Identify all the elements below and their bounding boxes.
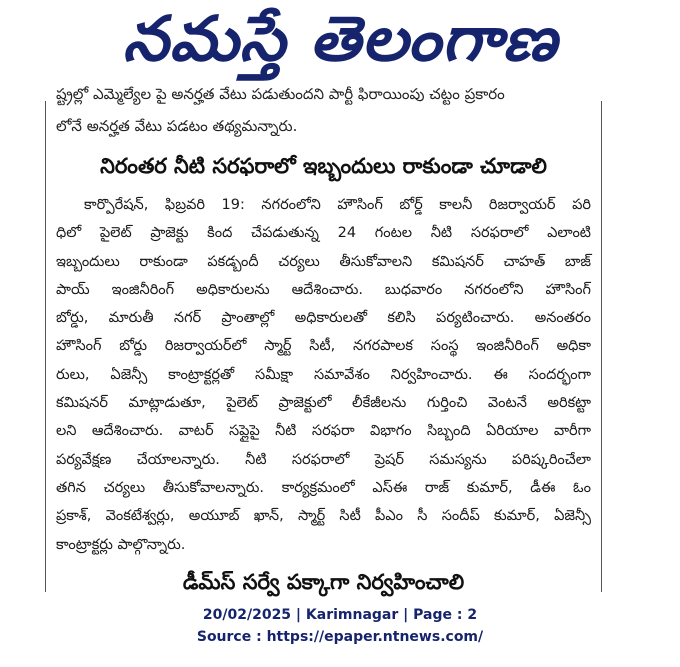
article-line: ధిలో పైలెట్ ప్రాజెక్టు కింద చేపడుతున్న 24 గంటల నీటి సరఫరాలో ఎలాంటి <box>56 225 591 242</box>
article-body <box>56 191 591 559</box>
clipping-footer <box>0 604 680 648</box>
previous-article-tail: లోనే అనర్హత వేటు పడటం తథ్యమన్నారు. <box>56 117 298 135</box>
article-line: కాంట్రాక్టర్లు పాల్గొన్నారు. <box>56 536 186 553</box>
article-line: లని ఆదేశించారు. వాటర్ సప్లైపై నీటి సరఫరా విభాగం సిబ్బంది ఏరియాల వారీగా <box>56 423 591 440</box>
article-line: తగిన చర్యలు తీసుకోవాలన్నారు. కార్యక్రమంలో ఎస్ఈ రాజ్ కుమార్, డీఈ ఓం <box>56 479 591 496</box>
next-article-headline-text: డీమ్‌స్ సర్వే పక్కాగా నిర్వహించాలి <box>182 570 465 594</box>
newspaper-logo: నమస్తే తెలంగాణ <box>122 2 558 75</box>
article-line: హౌసింగ్ బోర్డు రిజర్వాయర్‌లో స్మార్ట్ సిటీ, నగరపాలక సంస్థ ఇంజినీరింగ్ అధికా <box>56 338 591 355</box>
edition-meta: 20/02/2025 | Karimnagar | Page : 2 <box>202 607 478 623</box>
article-line: బోర్డు, మారుతీ నగర్ ప్రాంతాల్లో అధికారులతో కలిసి పర్యటించారు. అనంతరం <box>56 310 591 327</box>
previous-article-cut-text: ష్ట్రల్లో ఎమ్మెల్యేల పై అనర్హత వేటు పడుతుందని పార్టీ ఫిరాయింపు చట్టం ప్రకారం <box>56 85 505 103</box>
article-line: ఇబ్బందులు రాకుండా పకడ్బందీ చర్యలు తీసుకోవాలని కమిషనర్ చాహత్ బాజ్ <box>56 253 591 270</box>
article-line: పాయ్ ఇంజినీరింగ్ అధికారులను ఆదేశించారు. బుధవారం నగరంలోని హౌసింగ్ <box>56 281 591 298</box>
next-article-headline-cut <box>46 566 601 592</box>
article-line: ప్రకాశ్, వెంకటేశ్వర్లు, అయూబ్ ఖాన్, స్మార్ట్ సిటీ పీఎం సీ సందీప్ కుమార్, ఏజెన్సీ <box>56 508 591 525</box>
article-line: పర్యవేక్షణ చేయాలన్నారు. నీటి సరఫరాలో ప్రెషర్ సమస్యను పరిష్కరించేలా <box>56 451 591 468</box>
source-line: Source : https://epaper.ntnews.com/ <box>196 629 484 645</box>
article-line: కార్పొరేషన్, ఫిబ్రవరి 19: నగరంలోని హౌసింగ్ బోర్డ్ కాలనీ రిజర్వాయర్ పరి <box>84 197 591 213</box>
previous-article-cut-line <box>46 85 601 105</box>
article-line: కమిషనర్ మాట్లాడుతూ, పైలెట్ ప్రాజెక్టులో లీకేజీలను గుర్తించి వెంటనే అరికట్టా <box>56 395 591 412</box>
masthead <box>0 0 680 80</box>
news-clipping <box>45 85 602 594</box>
article-headline: నిరంతర నీటి సరఫరాలో ఇబ్బందులు రాకుండా చూడాలి <box>100 154 547 178</box>
article-line: రులు, ఏజెన్సీ కాంట్రాక్టర్లతో సమీక్షా సమావేశం నిర్వహించారు. ఈ సందర్భంగా <box>56 366 591 383</box>
